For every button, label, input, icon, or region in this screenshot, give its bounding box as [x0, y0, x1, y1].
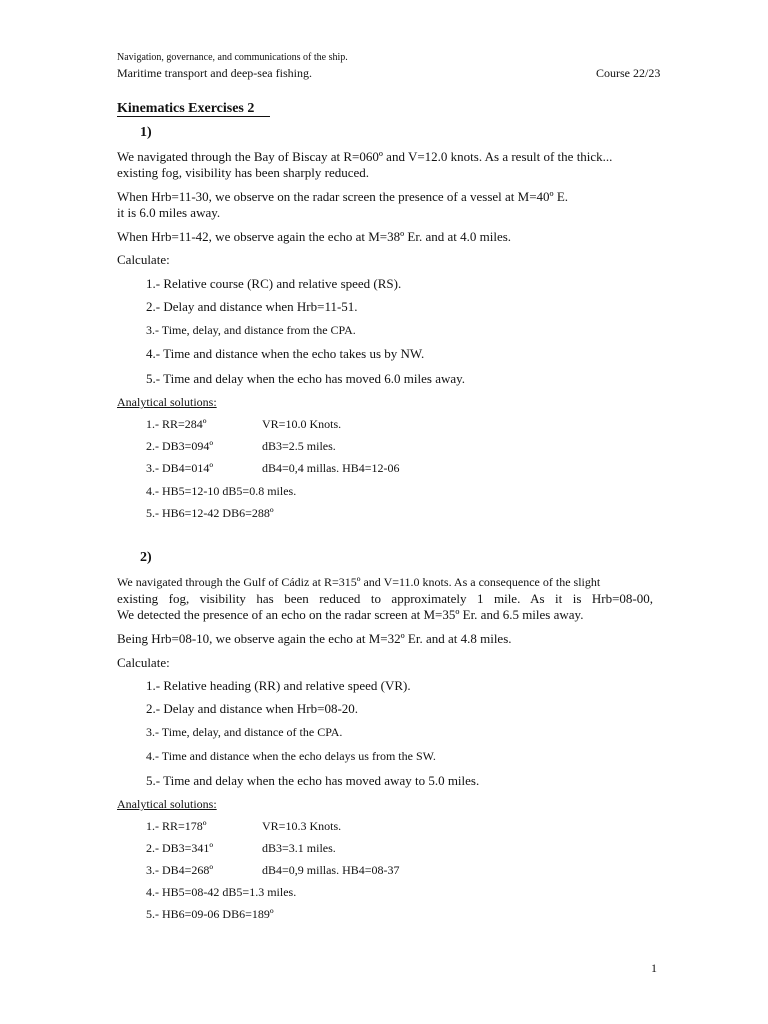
ex1-solution-1-a: 1.- RR=284º — [146, 417, 207, 431]
header-course: Course 22/23 — [596, 66, 661, 80]
ex1-question-2: 2.- Delay and distance when Hrb=11-51. — [146, 299, 358, 314]
ex1-solutions-label: Analytical solutions: — [117, 395, 217, 409]
ex1-paragraph-1-line-2: existing fog, visibility has been sharply reduced. — [117, 165, 370, 180]
ex2-question-5: 5.- Time and delay when the echo has moved away to 5.0 miles. — [146, 773, 480, 788]
header-program: Maritime transport and deep-sea fishing. — [117, 66, 312, 80]
ex1-solution-2-b: dB3=2.5 miles. — [262, 439, 336, 453]
ex1-paragraph-3: When Hrb=11-42, we observe again the echo at M=38º Er. and at 4.0 miles. — [117, 229, 512, 244]
ex2-calculate-label: Calculate: — [117, 655, 170, 670]
ex1-question-1: 1.- Relative course (RC) and relative speed (RS). — [146, 276, 402, 291]
ex1-question-4: 4.- Time and distance when the echo takes us by NW. — [146, 346, 425, 361]
ex1-solution-3-a: 3.- DB4=014º — [146, 461, 214, 475]
ex2-question-1: 1.- Relative heading (RR) and relative speed (VR). — [146, 678, 411, 693]
ex1-solution-3-b: dB4=0,4 millas. HB4=12-06 — [262, 461, 400, 475]
ex1-solution-2-a: 2.- DB3=094º — [146, 439, 214, 453]
ex2-solution-5: 5.- HB6=09-06 DB6=189º — [146, 907, 274, 921]
ex1-solution-1-b: VR=10.0 Knots. — [262, 417, 342, 431]
exercise-2-number: 2) — [140, 550, 152, 565]
header-subtitle: Navigation, governance, and communications of the ship. — [117, 52, 348, 63]
page-title — [117, 101, 270, 117]
ex1-calculate-label: Calculate: — [117, 252, 170, 267]
ex2-solutions-label: Analytical solutions: — [117, 797, 217, 811]
ex2-solution-3-b: dB4=0,9 millas. HB4=08-37 — [262, 863, 400, 877]
ex2-solution-4: 4.- HB5=08-42 dB5=1.3 miles. — [146, 885, 297, 899]
ex2-paragraph-1-line-2: existing fog, visibility has been reduced to approximately 1 mile. As it is Hrb=08-00, — [117, 591, 653, 606]
ex1-solution-4: 4.- HB5=12-10 dB5=0.8 miles. — [146, 484, 297, 498]
ex2-question-3: 3.- Time, delay, and distance of the CPA. — [146, 725, 343, 739]
ex2-paragraph-1-line-3: We detected the presence of an echo on the radar screen at M=35º Er. and 6.5 miles away. — [117, 607, 584, 622]
ex2-solution-1-b: VR=10.3 Knots. — [262, 819, 342, 833]
ex2-question-4: 4.- Time and distance when the echo delays us from the SW. — [146, 749, 436, 763]
ex2-solution-2-a: 2.- DB3=341º — [146, 841, 214, 855]
ex2-paragraph-1-line-1: We navigated through the Gulf of Cádiz at R=315º and V=11.0 knots. As a consequence of the slight — [117, 575, 601, 589]
ex1-paragraph-2-line-2: it is 6.0 miles away. — [117, 205, 221, 220]
ex1-solution-5: 5.- HB6=12-42 DB6=288º — [146, 506, 274, 520]
exercise-1-number: 1) — [140, 125, 152, 140]
ex2-paragraph-2: Being Hrb=08-10, we observe again the echo at M=32º Er. and at 4.8 miles. — [117, 631, 512, 646]
ex1-paragraph-1-line-1: We navigated through the Bay of Biscay at R=060º and V=12.0 knots. As a result of the thick... — [117, 149, 613, 164]
ex2-solution-1-a: 1.- RR=178º — [146, 819, 207, 833]
ex2-question-2: 2.- Delay and distance when Hrb=08-20. — [146, 701, 359, 716]
page-title-text: Kinematics Exercises 2 — [117, 102, 270, 117]
ex1-paragraph-2-line-1: When Hrb=11-30, we observe on the radar screen the presence of a vessel at M=40º E. — [117, 189, 569, 204]
page-number: 1 — [651, 961, 657, 975]
ex1-question-3: 3.- Time, delay, and distance from the CPA. — [146, 323, 356, 337]
ex2-solution-3-a: 3.- DB4=268º — [146, 863, 214, 877]
ex2-solution-2-b: dB3=3.1 miles. — [262, 841, 336, 855]
ex1-question-5: 5.- Time and delay when the echo has moved 6.0 miles away. — [146, 371, 466, 386]
